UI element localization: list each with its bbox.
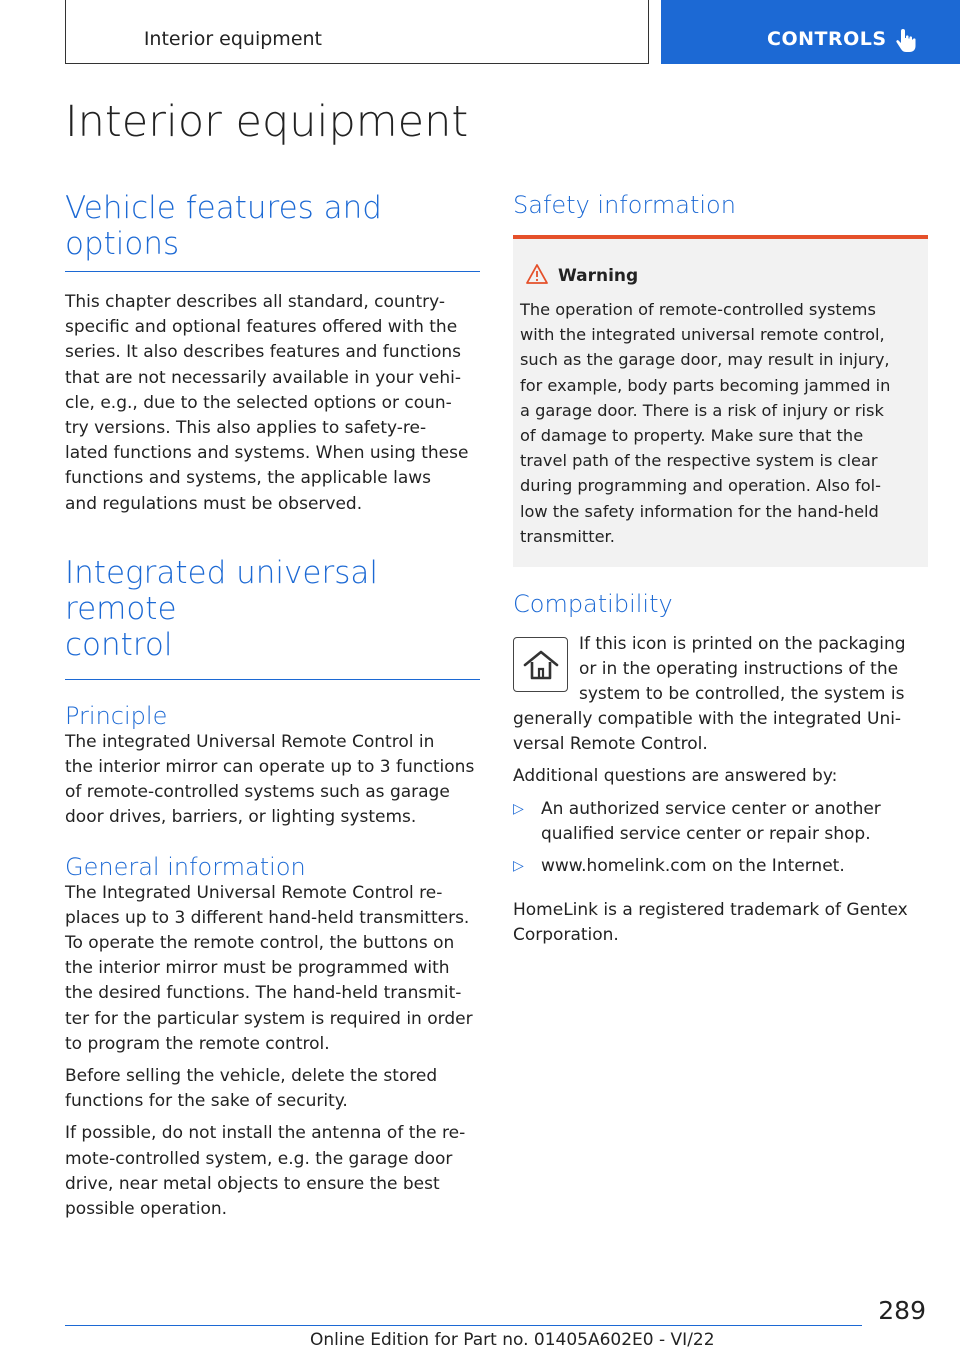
header-section-label: Interior equipment: [143, 28, 322, 50]
trademark-paragraph: [513, 898, 933, 948]
text-line: If possible, do not install the antenna of the re-: [65, 1123, 466, 1144]
text-line: and regulations must be observed.: [65, 493, 363, 514]
general-info-paragraph-3: [65, 1121, 480, 1222]
text-line: or in the operating instructions of the: [579, 659, 899, 680]
text-line: The Integrated Universal Remote Control re-: [65, 882, 443, 903]
heading-compatibility: Compatibility: [513, 590, 673, 618]
pointing-hand-icon: [895, 27, 917, 57]
general-info-paragraph-2: [65, 1064, 480, 1114]
page-title: Interior equipment: [65, 97, 469, 147]
text-line: cle, e.g., due to the selected options or coun-: [65, 392, 452, 413]
text-line: The integrated Universal Remote Control in: [65, 731, 435, 752]
text-line: the interior mirror must be programmed with: [65, 958, 450, 979]
heading-rule: [65, 679, 480, 680]
heading-line: Integrated universal remote: [65, 554, 378, 627]
heading-safety-information: Safety information: [513, 191, 736, 219]
vehicle-features-paragraph: [65, 290, 480, 517]
text-line: of remote-controlled systems such as garage: [65, 782, 450, 803]
questions-text: Additional questions are answered by:: [513, 766, 838, 786]
bullet-text: [541, 854, 931, 879]
text-line: a garage door. There is a risk of injury or risk: [520, 400, 884, 420]
heading-principle: Principle: [65, 701, 168, 730]
text-line: for example, body parts becoming jammed in: [520, 375, 891, 395]
principle-paragraph: [65, 730, 480, 831]
text-line: mote-controlled system, e.g. the garage door: [65, 1148, 453, 1169]
text-line: with the integrated universal remote control,: [520, 325, 885, 345]
header-tab-label: CONTROLS: [767, 28, 887, 50]
text-line: system to be controlled, the system is: [579, 684, 905, 705]
text-line: travel path of the respective system is clear: [520, 451, 878, 471]
triangle-bullet-icon: ▷: [513, 801, 524, 817]
text-line: This chapter describes all standard, country-: [65, 292, 445, 312]
text-line: HomeLink is a registered trademark of Gentex: [513, 900, 908, 920]
text-line: specific and optional features offered with the: [65, 317, 458, 338]
text-line: If this icon is printed on the packaging: [579, 634, 906, 654]
text-line: Before selling the vehicle, delete the stored: [65, 1066, 438, 1087]
text-line: try versions. This also applies to safety-re-: [65, 418, 427, 439]
heading-vehicle-features: Vehicle features and options: [65, 190, 382, 262]
compatibility-paragraph-indented: [579, 632, 929, 708]
warning-text: [520, 297, 922, 549]
footer-edition: Online Edition for Part no. 01405A602E0 - VI/22: [310, 1330, 715, 1350]
text-line: generally compatible with the integrated Uni-: [513, 709, 902, 729]
text-line: ter for the particular system is required in order: [65, 1008, 473, 1029]
heading-line: control: [65, 626, 173, 663]
header-section-box: [65, 0, 649, 64]
heading-general-information: General information: [65, 852, 306, 881]
compatibility-paragraph-full: [513, 707, 928, 757]
text-line: to program the remote control.: [65, 1033, 330, 1054]
text-line: series. It also describes features and functions: [65, 342, 462, 363]
text-line: the interior mirror can operate up to 3 functions: [65, 757, 475, 778]
bullet-text: [541, 797, 931, 847]
text-line: Corporation.: [513, 925, 619, 946]
footer-rule: [65, 1325, 862, 1326]
text-line: transmitter.: [520, 526, 615, 546]
heading-remote-control: [65, 555, 480, 663]
text-line: during programming and operation. Also fol-: [520, 476, 882, 496]
garage-house-icon: [513, 637, 568, 692]
heading-rule: [65, 271, 480, 272]
header-tab-controls[interactable]: [661, 0, 960, 64]
text-line: versal Remote Control.: [513, 734, 708, 755]
text-line: lated functions and systems. When using these: [65, 443, 469, 464]
text-line: such as the garage door, may result in injury,: [520, 350, 890, 370]
text-line: places up to 3 different hand-held transmitters.: [65, 907, 470, 928]
text-line: drive, near metal objects to ensure the best: [65, 1173, 440, 1194]
text-line: An authorized service center or another: [541, 799, 881, 819]
left-column: [65, 190, 480, 1222]
page-number: 289: [878, 1296, 926, 1325]
text-line: of damage to property. Make sure that the: [520, 426, 864, 446]
warning-box: [513, 235, 928, 567]
text-line: To operate the remote control, the buttons on: [65, 933, 455, 954]
text-line: low the safety information for the hand-held: [520, 501, 879, 521]
text-line: functions and systems, the applicable laws: [65, 468, 432, 489]
text-line: possible operation.: [65, 1199, 228, 1220]
text-line: the desired functions. The hand-held transmit-: [65, 983, 462, 1004]
warning-title: Warning: [558, 266, 639, 286]
text-line: The operation of remote-controlled systems: [520, 300, 876, 319]
homelink-link[interactable]: www.homelink.com on the Internet.: [541, 856, 845, 876]
text-line: qualified service center or repair shop.: [541, 824, 871, 845]
text-line: door drives, barriers, or lighting systems.: [65, 807, 417, 828]
general-info-paragraph-1: [65, 881, 480, 1057]
warning-triangle-icon: [525, 263, 549, 289]
text-line: functions for the sake of security.: [65, 1091, 348, 1112]
triangle-bullet-icon: ▷: [513, 858, 524, 874]
text-line: that are not necessarily available in your vehi-: [65, 367, 461, 388]
